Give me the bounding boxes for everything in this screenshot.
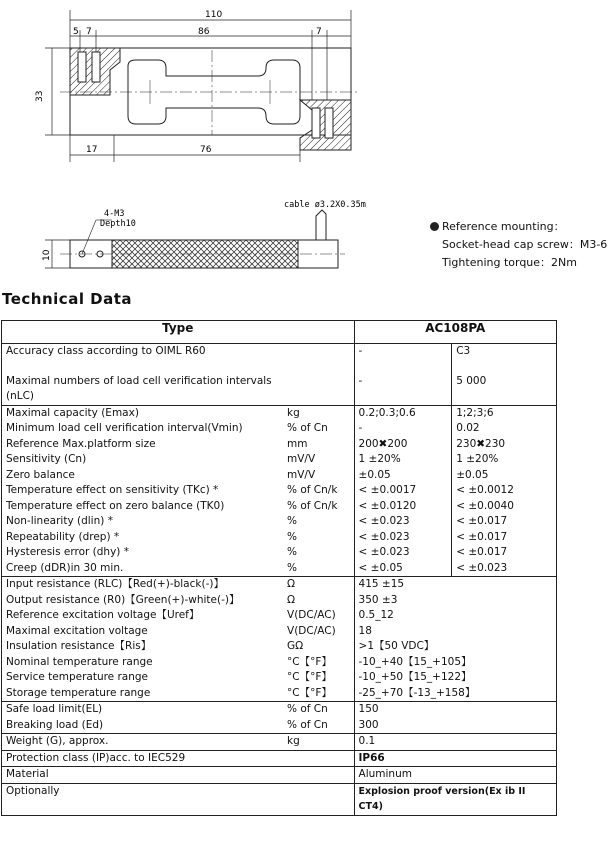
svg-text:110: 110	[205, 10, 223, 20]
group-1	[2, 405, 557, 577]
table-row: Optionally Explosion proof version(Ex ib II CT4)	[2, 783, 557, 815]
table-row: Sensitivity (Cn) mV/V 1 ±20% 1 ±20%	[2, 452, 557, 468]
bullet-icon	[430, 222, 439, 231]
header-type: Type	[2, 321, 355, 344]
table-row: Insulation resistance【Ris】 GΩ >1【50 VDC】	[2, 639, 557, 655]
table-row: Input resistance (RLC)【Red(+)-black(-)】 Ω 415 ±15	[2, 577, 557, 593]
side-view	[42, 200, 366, 268]
section-title: Technical Data	[2, 290, 133, 308]
svg-text:76: 76	[200, 145, 212, 155]
technical-data-table	[1, 320, 557, 816]
table-row: Output resistance (R0)【Green(+)-white(-)】 Ω 350 ±3	[2, 593, 557, 609]
table-row: Temperature effect on zero balance (TK0) % of Cn/k < ±0.0120 < ±0.0040	[2, 499, 557, 515]
accuracy-label: Accuracy class according to OIML R60	[2, 344, 284, 360]
table-row: Protection class (IP)acc. to IEC529 IP66	[2, 750, 557, 767]
table-row: Reference excitation voltage【Uref】 V(DC/AC) 0.5_12	[2, 608, 557, 624]
group-2	[2, 577, 557, 702]
svg-text:Depth10: Depth10	[100, 219, 136, 229]
svg-text:17: 17	[86, 145, 98, 155]
group-3	[2, 702, 557, 734]
svg-text:4-M3: 4-M3	[104, 209, 125, 219]
table-row: Accuracy class according to OIML R60 - C3	[2, 344, 557, 360]
table-row: Maximal excitation voltage V(DC/AC) 18	[2, 624, 557, 640]
svg-text:10: 10	[42, 249, 52, 261]
svg-text:7: 7	[316, 27, 322, 37]
table-row: Maximal capacity (Emax) kg 0.2;0.3;0.6 1;2;3;6	[2, 405, 557, 421]
table-row: Storage temperature range °C【°F】 -25_+70【-13_+158】	[2, 686, 557, 702]
dimension-33	[35, 48, 70, 135]
reference-mounting	[430, 218, 607, 272]
svg-text:33: 33	[35, 90, 45, 102]
table-row: Weight (G), approx. kg 0.1	[2, 734, 557, 751]
table-row: Reference Max.platform size mm 200✖200 230✖230	[2, 437, 557, 453]
svg-text:86: 86	[198, 27, 210, 37]
table-header	[2, 321, 557, 344]
dimension-bottom	[70, 135, 300, 162]
table-row: Repeatability (drep) * % < ±0.023 < ±0.017	[2, 530, 557, 546]
header-model: AC108PA	[354, 321, 556, 344]
reference-title: Reference mounting：	[442, 220, 565, 233]
table-row: Temperature effect on sensitivity (TKc) * % of Cn/k < ±0.0017 < ±0.0012	[2, 483, 557, 499]
verification-label: Maximal numbers of load cell verification intervals (nLC)	[2, 374, 284, 406]
svg-text:7: 7	[86, 27, 92, 37]
table-row: Maximal numbers of load cell verification intervals (nLC) - 5 000	[2, 374, 557, 406]
table-row: Minimum load cell verification interval(Vmin) % of Cn - 0.02	[2, 421, 557, 437]
svg-text:cable ø3.2X0.35m: cable ø3.2X0.35m	[284, 200, 366, 210]
table-row: Breaking load (Ed) % of Cn 300	[2, 718, 557, 734]
table-row: Zero balance mV/V ±0.05 ±0.05	[2, 468, 557, 484]
table-row: Non-linearity (dlin) * % < ±0.023 < ±0.017	[2, 514, 557, 530]
table-row: Nominal temperature range °C【°F】 -10_+40【15_+105】	[2, 655, 557, 671]
table-row: Creep (dDR)in 30 min. % < ±0.05 < ±0.023	[2, 561, 557, 577]
table-row: Hysteresis error (dhy) * % < ±0.023 < ±0.017	[2, 545, 557, 561]
reference-screw: Socket-head cap screw：M3-6	[442, 238, 608, 251]
table-row: Material Aluminum	[2, 767, 557, 784]
table-row: Service temperature range °C【°F】 -10_+50【15_+122】	[2, 670, 557, 686]
svg-text:5: 5	[73, 27, 79, 37]
table-row: Safe load limit(EL) % of Cn 150	[2, 702, 557, 718]
reference-torque: Tightening torque：2Nm	[442, 256, 577, 269]
